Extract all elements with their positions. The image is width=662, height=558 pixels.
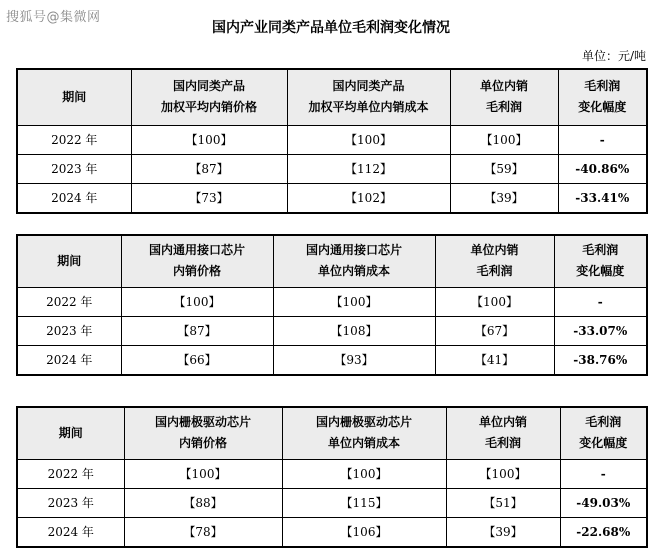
table-row <box>17 287 647 316</box>
header-col-4: 毛利润 变化幅度 <box>560 407 647 459</box>
cell-cost: 【100】 <box>287 125 450 154</box>
cell-profit: 【59】 <box>450 154 558 183</box>
cell-change: - <box>560 459 647 488</box>
cell-profit: 【41】 <box>435 345 554 375</box>
header-col-2: 国内栅极驱动芯片 单位内销成本 <box>282 407 446 459</box>
cell-change: -22.68% <box>560 517 647 547</box>
cell-period: 2023 年 <box>17 154 131 183</box>
cell-price: 【100】 <box>121 287 273 316</box>
table-row <box>17 154 647 183</box>
cell-price: 【73】 <box>131 183 287 213</box>
unit-label: 单位：元/吨 <box>581 49 646 63</box>
cell-cost: 【108】 <box>273 316 435 345</box>
header-col-2: 国内通用接口芯片 单位内销成本 <box>273 235 435 287</box>
cell-change: -40.86% <box>558 154 647 183</box>
cell-profit: 【39】 <box>446 517 560 547</box>
table-header-row <box>17 235 647 287</box>
cell-price: 【100】 <box>131 125 287 154</box>
header-col-1: 国内通用接口芯片 内销价格 <box>121 235 273 287</box>
table-row <box>17 183 647 213</box>
header-col-3: 单位内销 毛利润 <box>446 407 560 459</box>
cell-change: -33.41% <box>558 183 647 213</box>
cell-cost: 【115】 <box>282 488 446 517</box>
table-header-row <box>17 407 647 459</box>
gross-profit-table-domestic-products <box>16 68 648 214</box>
cell-period: 2024 年 <box>17 345 121 375</box>
cell-profit: 【100】 <box>435 287 554 316</box>
cell-profit: 【51】 <box>446 488 560 517</box>
cell-period: 2024 年 <box>17 183 131 213</box>
header-col-1: 国内同类产品 加权平均内销价格 <box>131 69 287 125</box>
cell-change: -49.03% <box>560 488 647 517</box>
header-period: 期间 <box>17 235 121 287</box>
cell-cost: 【100】 <box>273 287 435 316</box>
cell-cost: 【102】 <box>287 183 450 213</box>
gross-profit-table-interface-chips <box>16 234 648 376</box>
header-period: 期间 <box>17 69 131 125</box>
table-row <box>17 125 647 154</box>
gross-profit-table-gate-driver-chips <box>16 406 648 548</box>
cell-period: 2022 年 <box>17 459 124 488</box>
cell-change: - <box>554 287 647 316</box>
cell-cost: 【112】 <box>287 154 450 183</box>
header-col-4: 毛利润 变化幅度 <box>554 235 647 287</box>
page-title: 国内产业同类产品单位毛利润变化情况 <box>212 20 450 36</box>
cell-change: -33.07% <box>554 316 647 345</box>
cell-price: 【66】 <box>121 345 273 375</box>
cell-cost: 【93】 <box>273 345 435 375</box>
table-row <box>17 459 647 488</box>
watermark: 搜狐号@集微网 <box>6 10 101 25</box>
cell-price: 【78】 <box>124 517 282 547</box>
cell-profit: 【100】 <box>446 459 560 488</box>
cell-period: 2024 年 <box>17 517 124 547</box>
cell-profit: 【100】 <box>450 125 558 154</box>
cell-price: 【88】 <box>124 488 282 517</box>
header-col-3: 单位内销 毛利润 <box>450 69 558 125</box>
header-period: 期间 <box>17 407 124 459</box>
cell-cost: 【100】 <box>282 459 446 488</box>
cell-price: 【87】 <box>121 316 273 345</box>
cell-change: - <box>558 125 647 154</box>
cell-period: 2022 年 <box>17 287 121 316</box>
cell-period: 2023 年 <box>17 488 124 517</box>
cell-price: 【100】 <box>124 459 282 488</box>
table-row <box>17 488 647 517</box>
cell-profit: 【39】 <box>450 183 558 213</box>
cell-period: 2022 年 <box>17 125 131 154</box>
header-col-1: 国内栅极驱动芯片 内销价格 <box>124 407 282 459</box>
table-row <box>17 517 647 547</box>
header-col-3: 单位内销 毛利润 <box>435 235 554 287</box>
cell-period: 2023 年 <box>17 316 121 345</box>
cell-change: -38.76% <box>554 345 647 375</box>
table-row <box>17 316 647 345</box>
cell-price: 【87】 <box>131 154 287 183</box>
table-row <box>17 345 647 375</box>
header-col-4: 毛利润 变化幅度 <box>558 69 647 125</box>
cell-cost: 【106】 <box>282 517 446 547</box>
cell-profit: 【67】 <box>435 316 554 345</box>
table-header-row <box>17 69 647 125</box>
header-col-2: 国内同类产品 加权平均单位内销成本 <box>287 69 450 125</box>
